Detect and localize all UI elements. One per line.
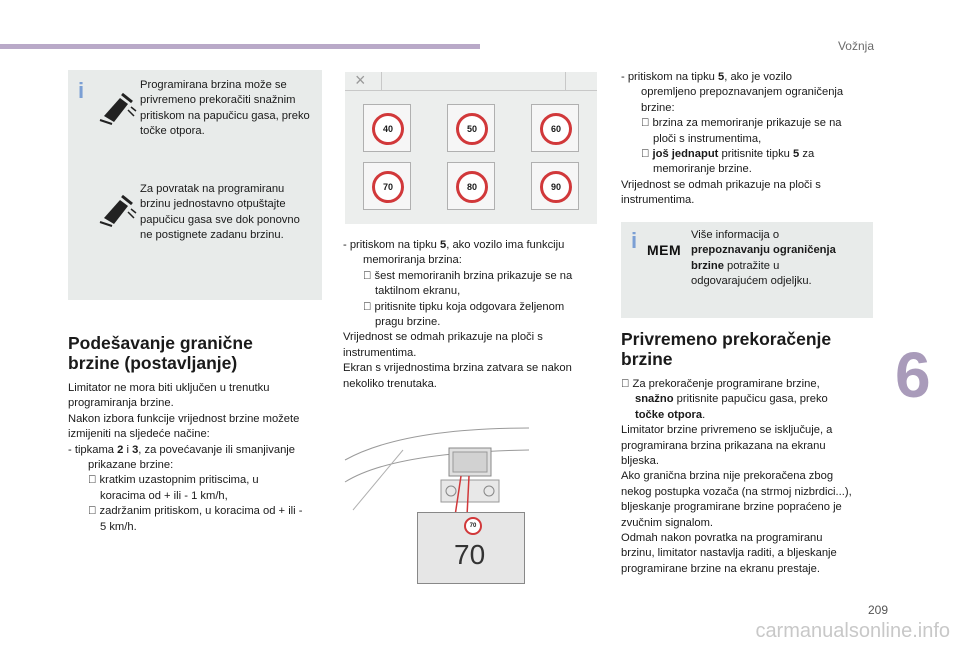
- text: pritisnite tipku: [706, 148, 782, 161]
- watermark: carmanualsonline.info: [755, 620, 950, 642]
- section-title-line: brzine (postavljanje): [68, 353, 238, 373]
- text: [641, 148, 653, 160]
- body-line: nekog postupka vozača (na strmoj nizbrdici...),: [621, 485, 852, 498]
- text-bold: još jednaput: [641, 148, 707, 161]
- body-line: zvučnim signalom.: [621, 516, 714, 529]
- body-line: Odmah nakon povratka na programiranu: [621, 532, 823, 545]
- speed-sign: 60: [540, 113, 572, 145]
- page-number: 209: [867, 603, 888, 617]
- info-line: [691, 259, 865, 274]
- sub-bullet-continuation: taktilnom ekranu,: [375, 285, 461, 298]
- sub-bullet: [621, 147, 883, 162]
- text: i: [123, 443, 133, 456]
- speed-button-40[interactable]: [363, 104, 411, 152]
- body-line: brzinu, limitator nastavlja raditi, a bljeskanje: [621, 547, 837, 560]
- speed-sign: 70: [372, 171, 404, 203]
- section-title-line: brzine: [621, 349, 673, 369]
- speed-button-90[interactable]: [531, 162, 579, 210]
- speed-sign: 50: [456, 113, 488, 145]
- text: - tipkama: [68, 443, 118, 456]
- section-title-line: Podešavanje granične: [68, 333, 253, 353]
- sub-bullet-continuation: ploči s instrumentima,: [653, 132, 762, 145]
- key-label: 5: [440, 239, 447, 251]
- info-box-override: [68, 70, 322, 300]
- bullet-continuation: prikazane brzine:: [88, 459, 174, 472]
- bullet-continuation: [621, 392, 883, 407]
- speed-sign: 40: [372, 113, 404, 145]
- divider: [381, 72, 382, 90]
- body-line: Limitator brzine privremeno se isključuje, a: [621, 424, 833, 437]
- foot-pedal-icon: [98, 90, 138, 131]
- body-line: instrumentima.: [343, 346, 417, 359]
- text: , za povećavanje ili smanjivanje: [138, 443, 296, 456]
- sub-bullet: kratkim uzastopnim pritiscima, u: [88, 474, 248, 487]
- section-title-setting: [68, 333, 253, 373]
- info-box-recognition: [621, 222, 873, 318]
- info-return-text: Za povratak na programiranu brzinu jednostavno otpuštajte papučicu gasa sve dok ponovno ne postignete zadanu brzinu.: [140, 183, 300, 242]
- sub-bullet: zadržanim pritiskom, u koracima od + ili -: [88, 505, 291, 518]
- info-icon: i: [631, 228, 638, 253]
- instrument-cluster-illustration: [343, 420, 533, 590]
- speed-button-70[interactable]: [363, 162, 411, 210]
- body-line: programirane brzine na ekranu prestaje.: [621, 562, 820, 575]
- section-title-override: [621, 329, 831, 369]
- speed-button-80[interactable]: [447, 162, 495, 210]
- body-line: programiranja brzine.: [68, 397, 174, 410]
- speed-sign: 90: [540, 171, 572, 203]
- section-body-override: [621, 377, 883, 577]
- text: , ako vozilo ima funkciju: [446, 239, 565, 251]
- bullet-continuation: brzine:: [641, 101, 675, 114]
- text-bold: točke otpora: [635, 408, 703, 421]
- key-label: 3: [132, 443, 139, 456]
- info-line: odgovarajućem odjeljku.: [691, 275, 812, 288]
- bullet-continuation: memoriranja brzina:: [363, 254, 462, 267]
- body-line: programirana brzina prikazana na ekranu: [621, 439, 826, 452]
- key-label: 5: [718, 71, 725, 83]
- body-line: Limitator ne mora biti uključen u trenutku: [68, 382, 270, 394]
- body-line: Ekran s vrijednostima brzina zatvara se nakon: [343, 362, 572, 375]
- speed-sign: 80: [456, 171, 488, 203]
- body-line: Vrijednost se odmah prikazuje na ploči s: [621, 178, 821, 191]
- body-line: nekoliko trenutaka.: [343, 377, 437, 390]
- text: - pritiskom na tipku: [343, 239, 440, 251]
- speed-memory-screen: [345, 72, 597, 224]
- sub-bullet: brzina za memoriranje prikazuje se na: [641, 117, 831, 130]
- section-name: Vožnja: [837, 39, 874, 53]
- divider: [565, 72, 566, 90]
- section-body-setting: [68, 381, 330, 535]
- sub-bullet: šest memoriranih brzina prikazuje se na: [363, 269, 561, 282]
- bullet-keys: [68, 443, 330, 458]
- bullet-line: Za prekoračenje programirane brzine,: [621, 378, 809, 390]
- body-line: bljeskanje programirane brzine popraćeno je: [621, 501, 842, 514]
- close-icon[interactable]: ×: [355, 70, 366, 90]
- bullet-key5: [343, 238, 605, 253]
- chapter-number: 6: [895, 339, 931, 411]
- sub-bullet-continuation: pragu brzine.: [375, 316, 441, 329]
- foot-pedal-icon: [98, 192, 138, 233]
- text: - pritiskom na tipku: [621, 71, 718, 83]
- sub-bullet-continuation: koracima od + ili - 1 km/h,: [100, 489, 228, 502]
- body-line: izmijeniti na sljedeće načine:: [68, 428, 210, 441]
- bullet-continuation: opremljeno prepoznavanjem ograničenja: [641, 86, 844, 99]
- text-bold: snažno: [635, 393, 674, 406]
- speed-button-60[interactable]: [531, 104, 579, 152]
- speed-sign-value: 70: [469, 523, 477, 529]
- info-line: prepoznavanju ograničenja: [691, 244, 836, 257]
- body-line: Nakon izbora funkcije vrijednost brzine možete: [68, 412, 300, 425]
- info-recognition-text: [691, 228, 865, 290]
- text: pritisnite papučicu gasa, preko: [673, 393, 828, 406]
- body-line: Vrijednost se odmah prikazuje na ploči s: [343, 331, 543, 344]
- text: za: [787, 148, 803, 161]
- body-line: bljeska.: [621, 455, 659, 468]
- text: .: [702, 408, 706, 421]
- text: , ako je vozilo: [724, 71, 793, 83]
- bullet-key5: [621, 70, 883, 85]
- info-line: Više informacija o: [691, 229, 780, 241]
- speed-sign-icon: [464, 517, 482, 535]
- info-override-text: Programirana brzina može se privremeno prekoračiti snažnim pritiskom na papučicu gasa, preko točke otpora.: [140, 79, 310, 138]
- bullet-continuation: [621, 408, 883, 423]
- mem-button-icon: MEM: [647, 242, 682, 258]
- cluster-display: [417, 512, 525, 584]
- header-accent-bar: [0, 44, 480, 49]
- key-label: 2: [117, 443, 124, 456]
- speed-button-50[interactable]: [447, 104, 495, 152]
- column-3-text: [621, 70, 883, 209]
- screen-top-bar: [345, 72, 597, 91]
- key-label: 5: [781, 148, 788, 161]
- text: potražite u: [723, 259, 780, 272]
- column-2-text: [343, 238, 605, 392]
- cluster-speed-value: 70: [454, 539, 486, 570]
- sub-bullet: pritisnite tipku koja odgovara željenom: [363, 300, 553, 313]
- section-title-line: Privremeno prekoračenje: [621, 329, 832, 349]
- info-icon: i: [78, 78, 85, 103]
- body-line: instrumentima.: [621, 194, 695, 207]
- sub-bullet-continuation: memoriranje brzine.: [653, 163, 752, 176]
- text-bold: brzine: [691, 259, 724, 272]
- sub-bullet-continuation: 5 km/h.: [100, 520, 137, 533]
- body-line: Ako granična brzina nije prekoračena zbog: [621, 470, 834, 483]
